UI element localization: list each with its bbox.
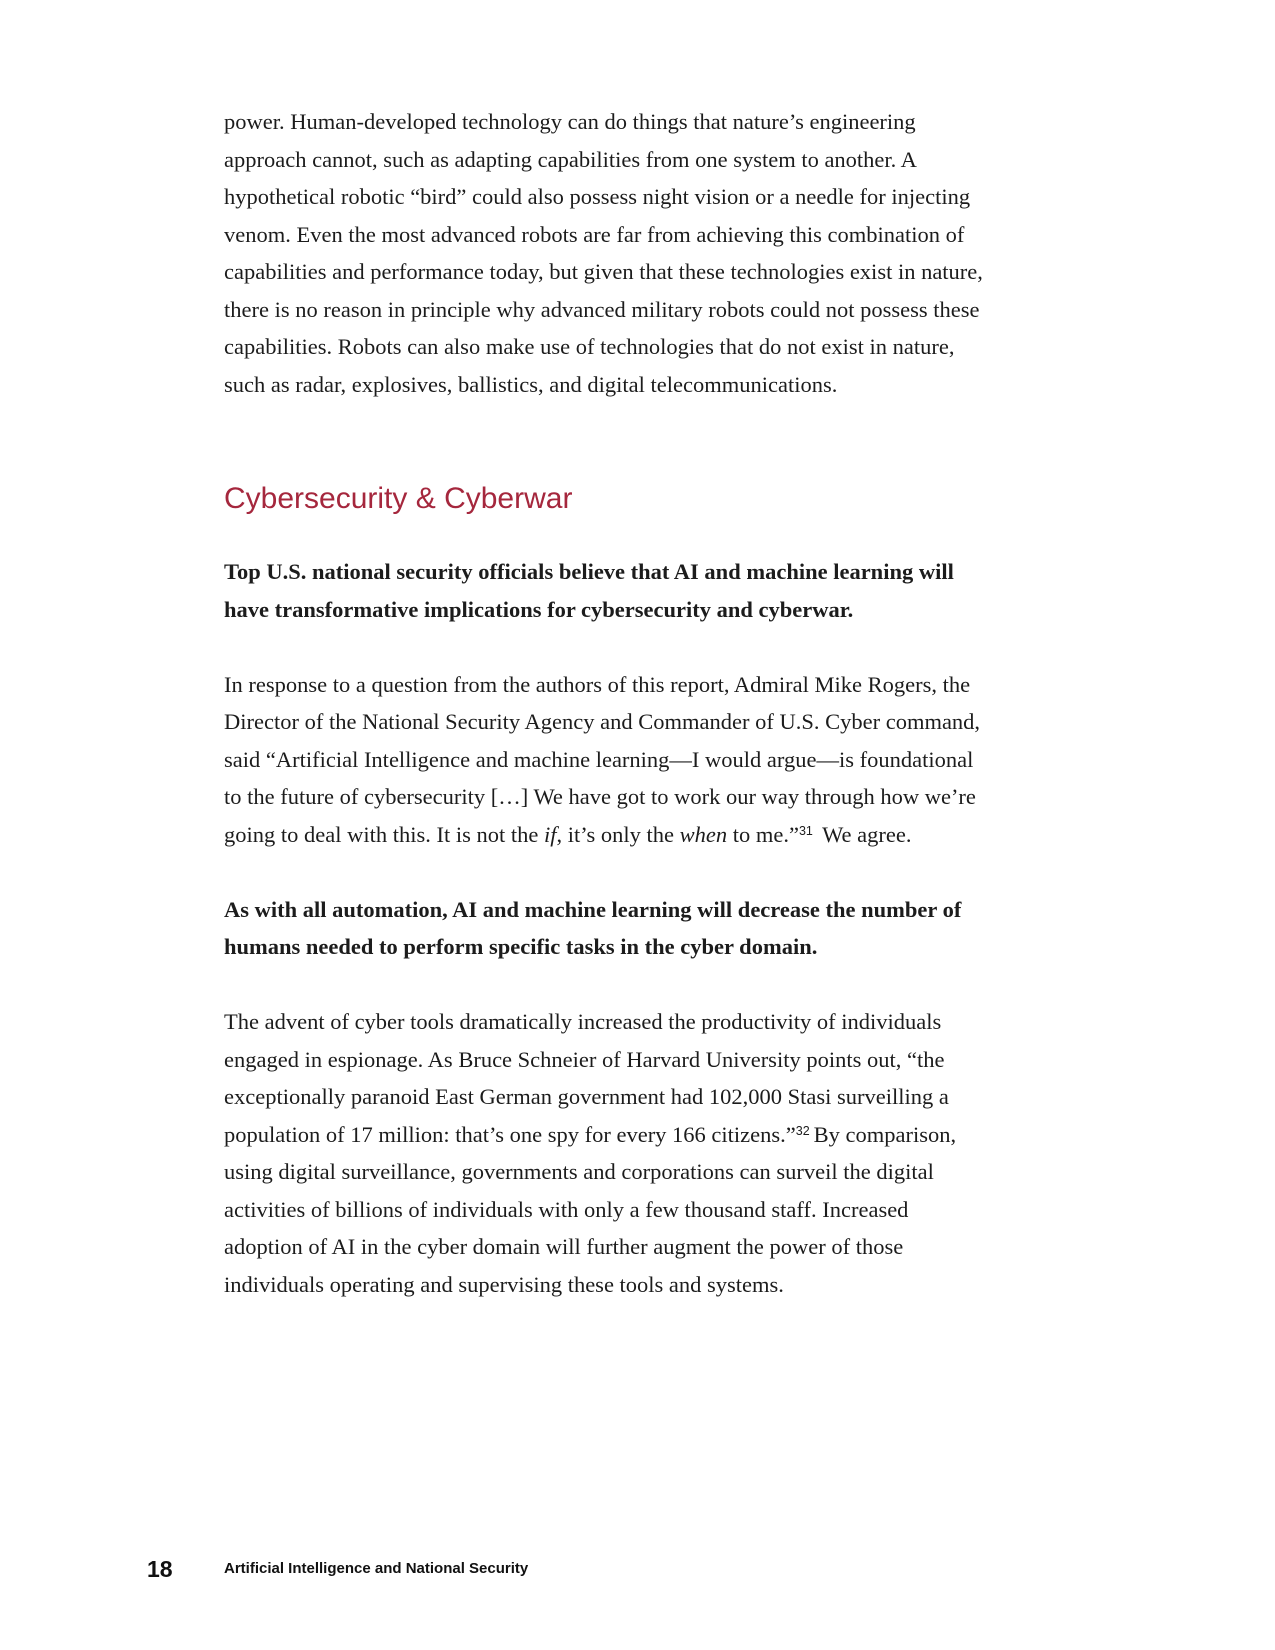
page-number: 18 (147, 1556, 173, 1582)
running-title: Artificial Intelligence and National Security (224, 1560, 529, 1577)
body-paragraph-rogers-quote (224, 666, 984, 854)
lead-statement-1: Top U.S. national security officials believe that AI and machine learning will have transformative implications for cybersecurity and cyberwar. (224, 559, 954, 622)
page-footer (147, 1554, 1147, 1584)
body-paragraph-intro: power. Human-developed technology can do things that nature’s engineering approach cannot, such as adapting capabilities from one system to another. A hypothetical robotic “bird” could also possess night vision or a needle for injecting venom. Even the most advanced robots are far from achieving this combination of capabilities and performance today, but given that these technologies exist in nature, there is no reason in principle why advanced military robots could not possess these capabilities. Robots can also make use of technologies that do not exist in nature, such as radar, explosives, ballistics, and digital telecommunications. (224, 109, 983, 397)
footnote-ref-32[interactable]: 32 (795, 1123, 810, 1138)
rogers-quote-main: In response to a question from the authors of this report, Admiral Mike Rogers, the Director of the National Security Agency and Commander of U.S. Cyber command, said “Artificial Intelligence and machine learning—I would argue—is foundational to the future of cybersecurity […] We have got to work our way through how we’re going to deal with this. It is not the (224, 671, 981, 847)
text-column (224, 103, 984, 1303)
rogers-quote-end: to me.” (727, 821, 799, 847)
rogers-quote-if: if (543, 821, 557, 847)
footnote-ref-31[interactable]: 31 (798, 823, 813, 838)
rogers-quote-after: We agree. (822, 821, 912, 847)
section-heading: Cybersecurity & Cyberwar (224, 482, 573, 515)
lead-statement-2: As with all automation, AI and machine learning will decrease the number of humans needed to perform specific tasks in the cyber domain. (224, 896, 962, 959)
schneier-main: The advent of cyber tools dramatically increased the productivity of individuals engaged in espionage. As Bruce Schneier of Harvard University points out, “the exceptionally paranoid East German government had 102,000 Stasi surveilling a population of 17 million: that’s one spy for every 166 citizens.” (224, 1009, 949, 1147)
schneier-after: By comparison, using digital surveillance, governments and corporations can surveil the digital activities of billions of individuals with only a few thousand staff. Increased adoption of AI in the cyber domain will further augment the power of those individuals operating and supervising these tools and systems. (224, 1121, 957, 1297)
rogers-quote-when: when (679, 821, 728, 847)
rogers-quote-mid: , it’s only the (556, 821, 680, 847)
body-paragraph-schneier (224, 1003, 984, 1303)
